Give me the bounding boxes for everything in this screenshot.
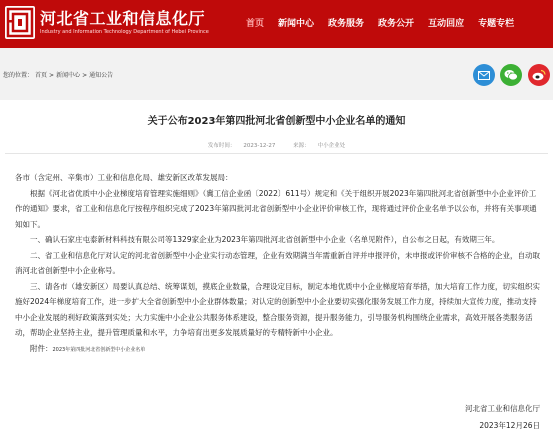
site-header [0,0,553,48]
source-label: 来源： [293,143,310,149]
weibo-icon [532,69,546,81]
attachment-label: 附件： [30,343,53,353]
site-title[interactable]: 河北省工业和信息化厅 [40,9,206,28]
share-mail-button[interactable] [473,64,495,86]
paragraph-item-3: 三、请各市（雄安新区）局要认真总结、统筹谋划，摸底企业数量，合理设定目标，制定本地优质中小企业梯度培育举措，加大培育工作力度，切实组织实施好2024年梯度培育工作，进一步扩大全省创新型中小企业群体数量；对认定的创新型中小企业要切实强化服务发展工作力度，持续加大宣传力度，推动支持中小企业发展的利好政策落到实处；大力实施中小企业公共服务体系建设，整合服务资源，提升服务能力，引导服务机构围绕企业需求，高效开展各类服务活动，帮助企业坚持主业，提升管理质量和水平，力争培育出更多发展质量好的专精特新中小企业。 [15,281,540,337]
publish-date: 2023-12-27 [243,143,276,149]
attachment-line [15,341,540,359]
breadcrumb-item-notices[interactable]: 通知公告 [89,72,114,79]
nav-topics[interactable]: 专题专栏 [478,19,515,29]
nav-interaction[interactable]: 互动回应 [428,19,465,29]
salutation: 各市（含定州、辛集市）工业和信息化局、雄安新区改革发展局： [15,173,233,182]
logo[interactable] [5,6,35,39]
paragraph-item-2: 二、省工业和信息化厅对认定的河北省创新型中小企业实行动态管理，企业有效期满当年需重新自评并申报评价，未申报或评价审核不合格的企业，自动取消河北省创新型中小企业称号。 [15,250,540,275]
breadcrumb-prefix: 您的位置： [3,72,34,79]
article-title: 关于公布2023年第四批河北省创新型中小企业名单的通知 [147,116,406,127]
logo-icon [5,6,35,39]
wechat-icon [504,69,518,81]
attachment-link[interactable]: 2023年第四批河北省创新型中小企业名单 [52,346,146,353]
nav-home[interactable]: 首页 [246,19,265,29]
site-subtitle: Industry and Information Technology Department of Hebei Province [40,29,209,35]
share-weibo-button[interactable] [528,64,550,86]
article-panel [0,100,553,440]
breadcrumb-separator: > [49,72,55,79]
signature-block [430,400,540,434]
breadcrumb-bar [0,48,553,100]
breadcrumb-item-home[interactable]: 首页 [35,72,48,79]
breadcrumb-separator: > [82,72,88,79]
nav-services[interactable]: 政务服务 [328,19,365,29]
article-body [15,170,540,358]
article-meta [0,141,553,149]
paragraph-item-1: 一、确认石家庄屯泰新材料科技有限公司等1329家企业为2023年第四批河北省创新型中小企业（名单见附件），自公布之日起，有效期三年。 [30,235,500,244]
breadcrumb [3,70,115,79]
breadcrumb-item-news[interactable]: 新闻中心 [56,72,81,79]
mail-icon [478,71,490,80]
nav-news[interactable]: 新闻中心 [278,19,315,29]
signature-org: 河北省工业和信息化厅 [465,404,540,413]
signature-date: 2023年12月26日 [479,421,540,430]
nav-disclosure[interactable]: 政务公开 [378,19,415,29]
share-wechat-button[interactable] [500,64,522,86]
divider [5,153,548,154]
article-source: 中小企业处 [317,143,346,149]
main-nav [246,15,528,33]
paragraph-intro: 根据《河北省优质中小企业梯度培育管理实施细则》（冀工信企业函〔2022〕611号）规定和《关于组织开展2023年第四批河北省创新型中小企业评价工作的通知》要求，省工业和信息化厅按程序组织完成了2023年第四批河北省创新型中小企业评价审核工作，现将通过评价企业名单予以公布，并将有关事项通知如下。 [15,188,537,229]
date-label: 发布时间： [207,143,236,149]
